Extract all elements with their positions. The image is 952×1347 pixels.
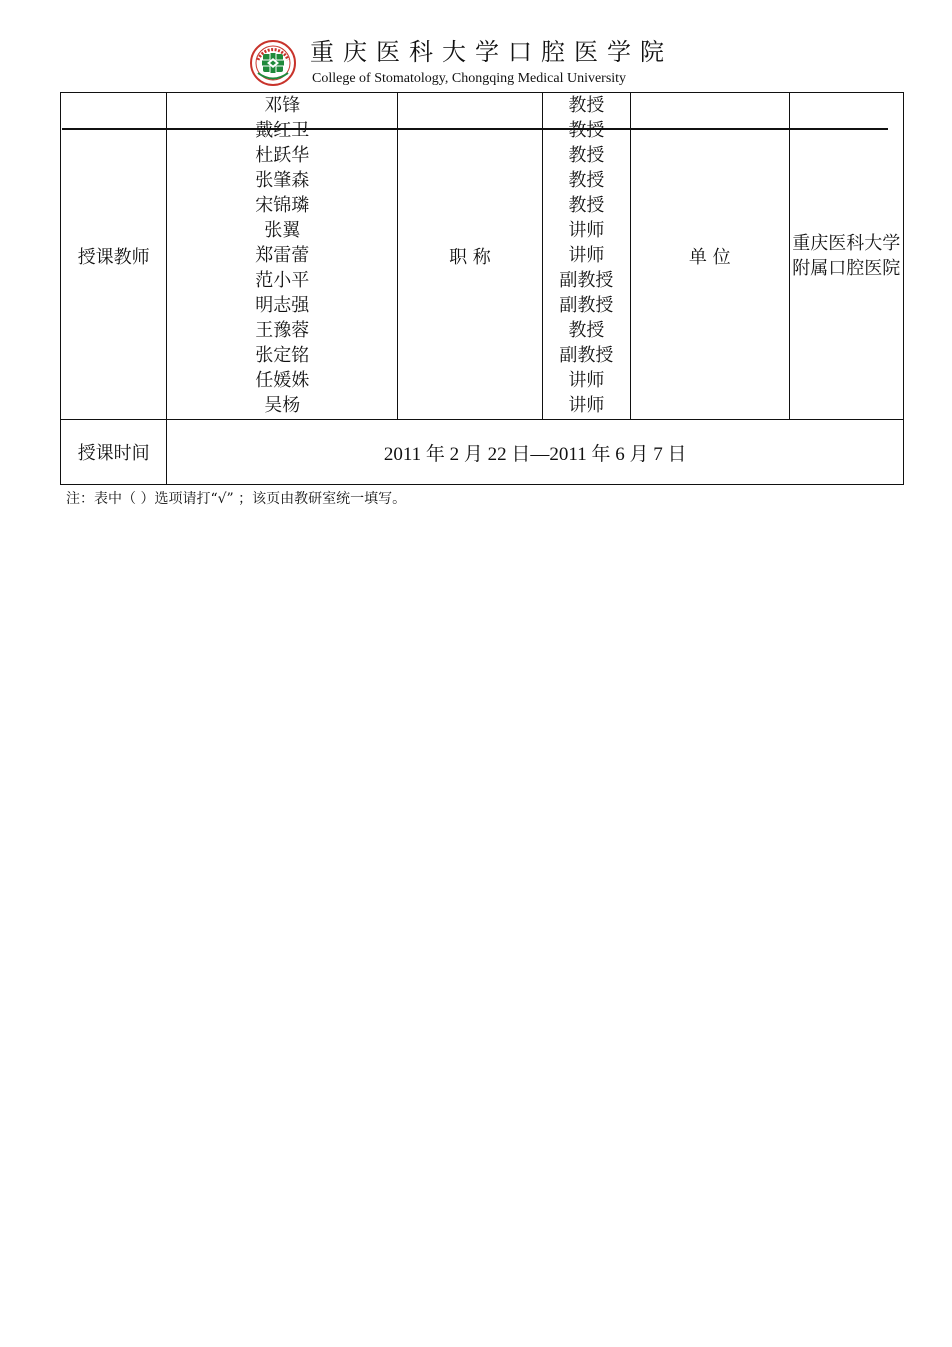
time-label: 授课时间	[77, 443, 150, 464]
teacher-title: 讲师	[568, 395, 605, 416]
teacher-name: 张肇森	[255, 170, 310, 191]
teacher-name: 邓锋	[264, 95, 301, 116]
time-row	[61, 420, 904, 485]
teacher-names-cell	[167, 93, 398, 420]
teacher-title: 讲师	[568, 370, 605, 391]
unit-value: 重庆医科大学附属口腔医院	[792, 233, 901, 279]
unit-label: 单 位	[688, 247, 731, 268]
time-value: 2011 年 2 月 22 日—2011 年 6 月 7 日	[383, 443, 687, 465]
footnote: 注：表中（ ）选项请打“√” ；该页由教研室统一填写。	[66, 491, 407, 507]
teacher-titles-cell	[542, 93, 630, 420]
teacher-name: 宋锦璘	[255, 195, 310, 216]
teacher-title: 教授	[568, 95, 605, 116]
teacher-title: 教授	[568, 320, 605, 341]
title-label: 职 称	[449, 247, 491, 268]
teacher-title: 教授	[568, 170, 605, 191]
teacher-label: 授课教师	[77, 247, 150, 268]
teacher-name: 张定铭	[255, 345, 310, 366]
teacher-name: 戴红卫	[255, 120, 310, 141]
time-value-cell	[167, 420, 904, 485]
teacher-label-cell	[61, 93, 167, 420]
teacher-title: 讲师	[568, 245, 605, 266]
teacher-title: 教授	[568, 120, 605, 141]
teacher-name: 王豫蓉	[255, 320, 310, 341]
college-title-english: College of Stomatology, Chongqing Medical University	[312, 71, 627, 86]
teacher-name: 杜跃华	[255, 145, 310, 166]
teacher-row	[61, 93, 904, 420]
teacher-info-table	[60, 92, 904, 485]
unit-value-cell	[789, 93, 903, 420]
university-seal-logo	[250, 40, 296, 86]
page-header	[0, 38, 952, 92]
teacher-name: 任媛姝	[255, 370, 310, 391]
teacher-name: 范小平	[255, 270, 310, 291]
teacher-name: 郑雷蕾	[255, 245, 310, 266]
unit-label-cell	[631, 93, 790, 420]
teacher-name: 张翼	[264, 220, 301, 241]
college-title-chinese: 重庆医科大学口腔医学院	[310, 38, 673, 66]
title-label-cell	[398, 93, 543, 420]
teacher-name: 明志强	[255, 295, 310, 316]
teacher-title: 教授	[568, 195, 605, 216]
teacher-title: 副教授	[559, 295, 614, 316]
time-label-cell	[61, 420, 167, 485]
teacher-name: 吴杨	[264, 395, 301, 416]
teacher-title: 副教授	[559, 270, 614, 291]
teacher-title: 副教授	[559, 345, 614, 366]
teacher-title: 教授	[568, 145, 605, 166]
teacher-title: 讲师	[568, 220, 605, 241]
